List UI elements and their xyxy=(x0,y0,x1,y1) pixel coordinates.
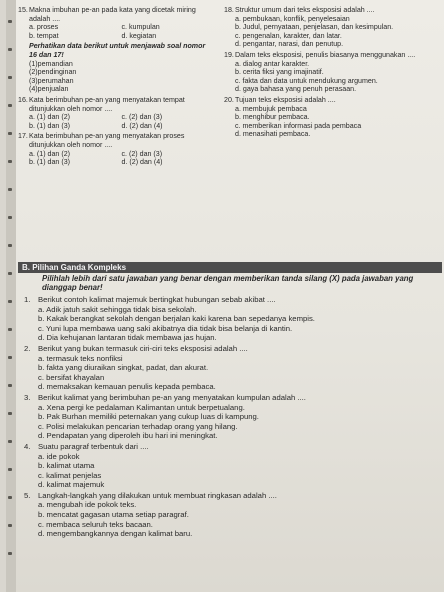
answer-options xyxy=(18,150,214,167)
answer-option[interactable]: d. Dia kehujanan lantaran tidak membawa jas hujan. xyxy=(38,333,217,343)
answer-option[interactable]: c. bersifat khayalan xyxy=(38,372,105,382)
right-column xyxy=(224,6,440,141)
answer-option[interactable]: d. mengembangkannya dengan kalimat baru. xyxy=(38,529,193,539)
answer-option[interactable]: (2)pendinginan xyxy=(29,68,77,77)
answer-option[interactable]: c. Yuni lupa membawa uang saki akibatnya dia tidak bisa belanja di kantin. xyxy=(38,323,293,333)
answer-option[interactable]: c. memberikan informasi pada pembaca xyxy=(235,121,362,130)
answer-option[interactable]: b. Judul, pernyataan, penjelasan, dan kesimpulan. xyxy=(235,23,394,32)
question-text: Struktur umum dari teks eksposisi adalah .... xyxy=(235,6,375,14)
answer-options xyxy=(18,113,214,130)
answer-option[interactable]: d. Pendapatan yang diperoleh ibu hari ini meningkat. xyxy=(38,431,218,441)
answer-option[interactable]: b. menghibur pembaca. xyxy=(235,113,310,122)
complex-question-item xyxy=(24,344,438,392)
answer-option[interactable]: (4)penjualan xyxy=(29,85,69,94)
answer-option[interactable]: d. memaksakan kemauan penulis kepada pembaca. xyxy=(38,382,216,392)
question-text: Kata berimbuhan pe-an yang menyatakan tempat ditunjukkan oleh nomor .... xyxy=(29,95,185,113)
answer-option[interactable]: c. (2) dan (3) xyxy=(121,113,163,122)
answer-option[interactable]: c. membaca seluruh teks bacaan. xyxy=(38,519,153,529)
question-item xyxy=(18,42,214,94)
answer-option[interactable]: d. gaya bahasa yang penuh perasaan. xyxy=(235,85,357,94)
question-stem xyxy=(224,6,440,15)
question-number: 17. xyxy=(18,132,28,141)
answer-option[interactable]: d. kegiatan xyxy=(121,31,157,40)
answer-option[interactable]: a. (1) dan (2) xyxy=(29,113,71,122)
question-text: Kata berimbuhan pe-an yang menyatakan proses ditunjukkan oleh nomor .... xyxy=(29,132,185,149)
answer-option[interactable]: (1)pemandian xyxy=(29,59,73,68)
answer-option[interactable]: a. ide pokok xyxy=(38,451,80,461)
answer-option[interactable]: a. dialog antar karakter. xyxy=(235,59,310,68)
question-text: Berikut contoh kalimat majemuk bertingkat hubungan sebab akibat .... xyxy=(38,295,276,304)
answer-option[interactable]: b. tempat xyxy=(29,31,59,40)
answer-option[interactable]: c. (2) dan (3) xyxy=(121,149,163,158)
question-text: Makna imbuhan pe-an pada kata yang dicetak miring adalah .... xyxy=(29,6,196,23)
question-stem xyxy=(224,51,440,60)
question-stem xyxy=(24,393,438,403)
question-stem xyxy=(18,132,214,149)
answer-option[interactable]: c. fakta dan data untuk mendukung argumen. xyxy=(235,76,378,85)
binder-margin xyxy=(6,0,16,592)
complex-question-item xyxy=(24,442,438,490)
answer-option[interactable]: b. mencatat gagasan utama setiap paragraf. xyxy=(38,510,189,520)
answer-option[interactable]: b. (1) dan (3) xyxy=(29,158,71,167)
question-stem xyxy=(224,96,440,105)
answer-option[interactable]: b. (1) dan (3) xyxy=(29,121,71,130)
answer-options xyxy=(224,15,440,49)
answer-option[interactable]: a. Xena pergi ke pedalaman Kalimantan untuk berpetualang. xyxy=(38,402,245,412)
question-item xyxy=(224,51,440,94)
question-item xyxy=(224,96,440,139)
answer-option[interactable]: a. termasuk teks nonfiksi xyxy=(38,353,123,363)
question-number: 4. xyxy=(24,441,31,451)
question-stem xyxy=(18,42,214,59)
question-stem xyxy=(24,295,438,305)
question-number: 5. xyxy=(24,490,31,500)
answer-option[interactable]: a. proses xyxy=(29,23,59,32)
answer-option[interactable]: b. cerita fiksi yang imajinatif. xyxy=(235,68,324,77)
question-number: 2. xyxy=(24,343,31,353)
section-b-questions xyxy=(24,295,438,540)
complex-question-item xyxy=(24,393,438,441)
answer-option[interactable]: d. menasihati pembaca. xyxy=(235,130,311,139)
answer-option[interactable]: d. (2) dan (4) xyxy=(121,158,163,167)
answer-option[interactable]: d. pengantar, narasi, dan penutup. xyxy=(235,40,344,49)
question-number xyxy=(18,42,29,59)
answer-option[interactable]: a. mengubah ide pokok teks. xyxy=(38,500,137,510)
section-b-instruction: Pilihlah lebih dari satu jawaban yang benar dengan memberikan tanda silang (X) pada jawaban yang dianggap benar! xyxy=(42,274,414,292)
question-stem xyxy=(24,491,438,501)
question-text: Suatu paragraf terbentuk dari .... xyxy=(38,441,149,451)
question-number: 20. xyxy=(224,95,234,104)
question-stem xyxy=(24,442,438,452)
question-text: Perhatikan data berikut untuk menjawab soal nomor 16 dan 17! xyxy=(29,42,206,59)
answer-option[interactable]: b. fakta yang diuraikan singkat, padat, dan akurat. xyxy=(38,363,209,373)
answer-option[interactable]: c. pengenalan, karakter, dan latar. xyxy=(235,31,342,40)
answer-option[interactable]: b. Pak Burhan memiliki peternakan yang cukup luas di kampung. xyxy=(38,412,259,422)
question-stem xyxy=(18,6,214,23)
complex-question-item xyxy=(24,491,438,539)
question-item xyxy=(18,6,214,40)
question-number: 15. xyxy=(18,6,28,14)
answer-options xyxy=(224,105,440,139)
question-text: Langkah-langkah yang dilakukan untuk membuat ringkasan adalah .... xyxy=(38,490,277,500)
question-number: 19. xyxy=(224,50,234,59)
answer-option[interactable]: a. Adik jatuh sakit sehingga tidak bisa sekolah. xyxy=(38,304,197,314)
answer-option[interactable]: (3)perumahan xyxy=(29,76,74,85)
answer-option[interactable]: d. kalimat majemuk xyxy=(38,480,105,490)
answer-option[interactable]: b. Kakak berangkat sekolah dengan berjalan kaki karena ban sepedanya kempis. xyxy=(38,314,315,324)
worksheet-page xyxy=(6,0,444,592)
question-text: Tujuan teks eksposisi adalah .... xyxy=(235,95,336,104)
question-number: 3. xyxy=(24,392,31,402)
answer-option[interactable]: a. (1) dan (2) xyxy=(29,149,71,158)
section-a-continuation xyxy=(18,6,440,252)
question-number: 16. xyxy=(18,95,28,104)
answer-option[interactable]: c. Polisi melakukan pencarian terhadap orang yang hilang. xyxy=(38,421,238,431)
answer-option[interactable]: a. pembukaan, konflik, penyelesaian xyxy=(235,14,350,23)
answer-option[interactable]: d. (2) dan (4) xyxy=(121,121,163,130)
question-text: Berikut yang bukan termasuk ciri-ciri teks eksposisi adalah .... xyxy=(38,343,248,353)
answer-option[interactable]: b. kalimat utama xyxy=(38,461,95,471)
section-b-header: B. Pilihan Ganda Kompleks xyxy=(18,262,442,273)
answer-options xyxy=(18,23,214,40)
answer-options xyxy=(18,60,214,94)
question-number: 18. xyxy=(224,6,234,14)
question-text: Berikut kalimat yang berimbuhan pe-an yang menyatakan kumpulan adalah .... xyxy=(38,392,306,402)
answer-options xyxy=(224,60,440,94)
answer-option[interactable]: c. kalimat penjelas xyxy=(38,470,102,480)
answer-option[interactable]: a. membujuk pembaca xyxy=(235,104,307,113)
question-item xyxy=(224,6,440,49)
answer-option[interactable]: c. kumpulan xyxy=(121,23,160,32)
question-text: Dalam teks eksposisi, penulis biasanya menggunakan .... xyxy=(235,50,416,59)
question-item xyxy=(18,96,214,130)
question-number: 1. xyxy=(24,295,31,304)
complex-question-item xyxy=(24,295,438,343)
question-item xyxy=(18,132,214,166)
question-stem xyxy=(24,344,438,354)
question-stem xyxy=(18,96,214,113)
left-column xyxy=(18,6,214,169)
